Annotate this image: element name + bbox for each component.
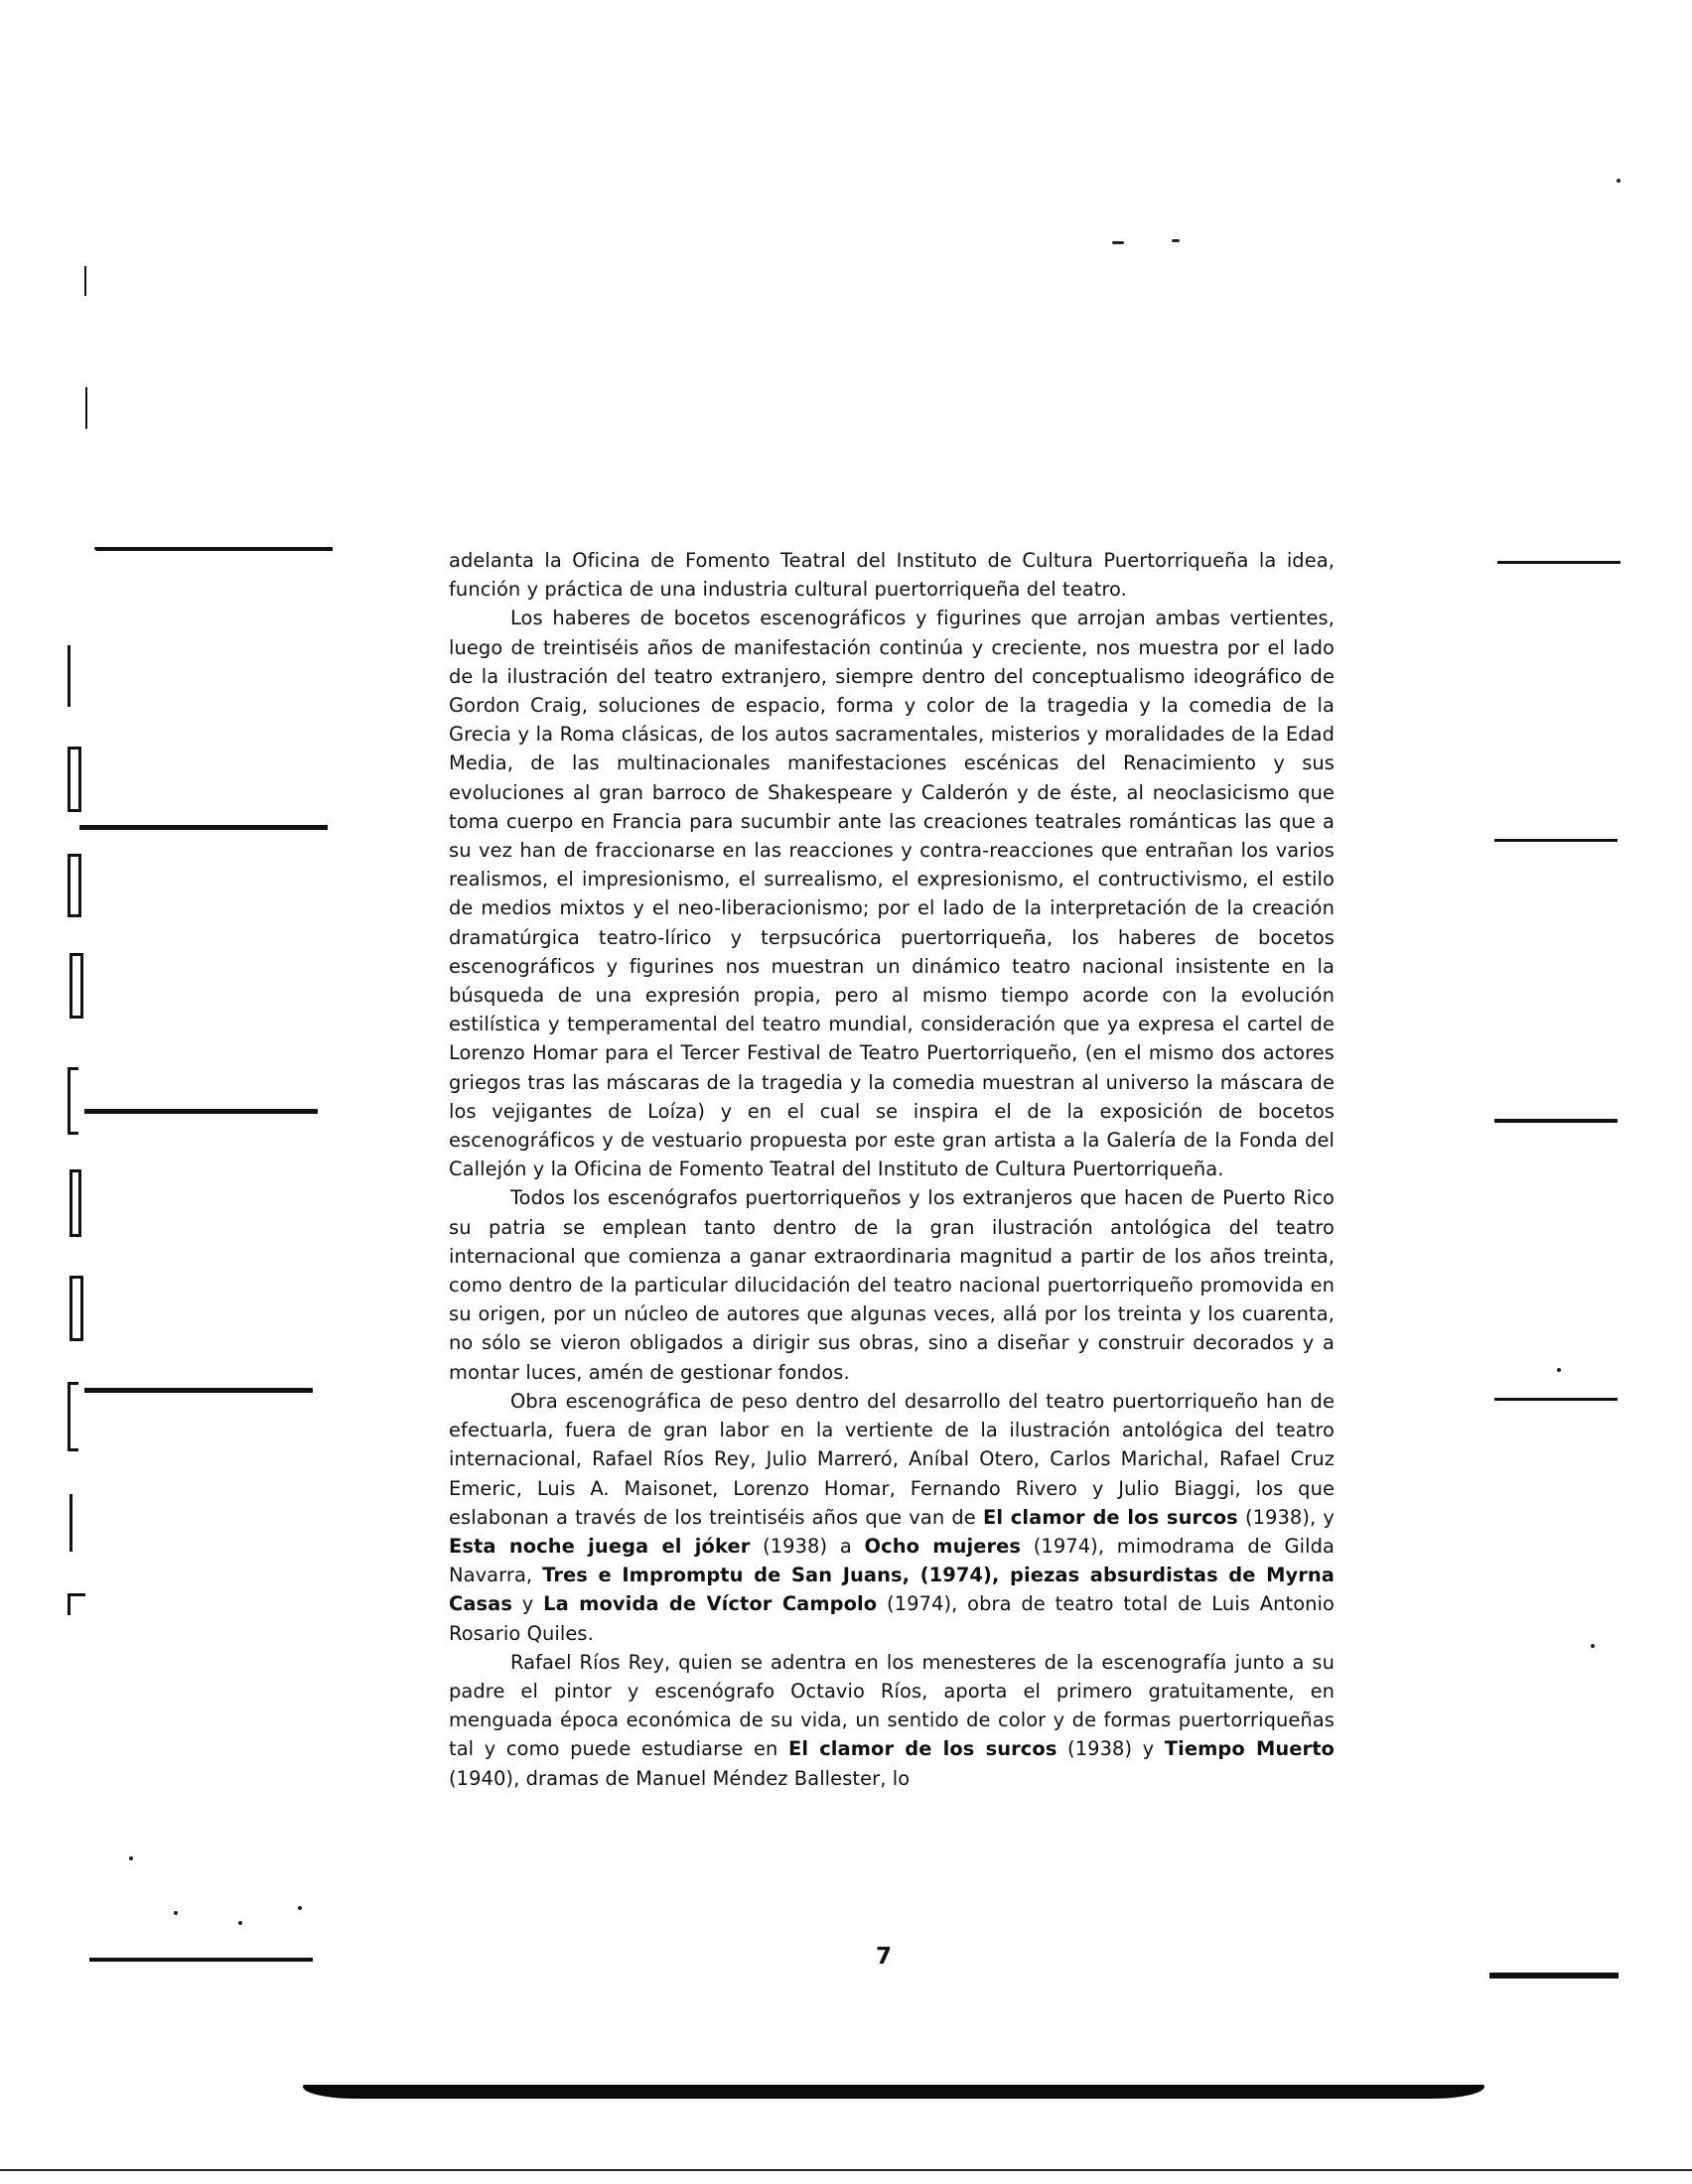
scan-artifact-tick (70, 1494, 72, 1552)
scan-artifact-bar (1497, 561, 1621, 564)
work-title: Esta noche juega el jóker (449, 1534, 751, 1558)
paragraph: adelanta la Oficina de Fomento Teatral del Instituto de Cultura Puertorriqueña la idea, función y práctica de una industria cultural puertorriqueña del teatro. (449, 549, 1335, 602)
paragraph (449, 1648, 1335, 1793)
paragraph (449, 1387, 1335, 1648)
scan-artifact-tick (85, 387, 87, 429)
scan-speck (1557, 1368, 1561, 1372)
scan-artifact-bar (1494, 1119, 1618, 1123)
paragraph-text: (1938) y (1057, 1737, 1165, 1761)
scan-artifact-tick (68, 1593, 85, 1596)
scan-artifact-bar (1494, 839, 1618, 842)
scan-artifact-edge-line (0, 2169, 1692, 2171)
scan-speck (1591, 1644, 1595, 1648)
scan-artifact-tick (84, 266, 86, 296)
work-title: Ocho mujeres (864, 1534, 1022, 1558)
scan-artifact-bracket (68, 747, 81, 812)
paragraph-text: Obra escenográfica de peso dentro del desarrollo del teatro puertorriqueño han de efectuarla, fuera de gran labor en la vertiente de la ilustración antológica del teatro internacional, Rafael Ríos Rey, Julio Marreró, Aníbal Otero, Carlos Marichal, Rafael Cruz Emeric, Luis A. Maisonet, Lorenzo Homar, Fernando Rivero y Julio Biaggi, los que eslabonan a través de los treintiséis años que van de (449, 1389, 1335, 1529)
work-title: Tres e Impromptu de San Juans, (1974), piezas absurdistas de Myrna Casas (449, 1564, 1335, 1616)
scan-speck (129, 1856, 133, 1860)
paragraph-text: y (511, 1592, 544, 1616)
scan-artifact-bracket (68, 1382, 78, 1451)
paragraph: Todos los escenógrafos puertorriqueños y los extranjeros que hacen de Puerto Rico su patria se emplean tanto dentro de la gran ilustración antológica del teatro internacional que comienza a ganar extraordinaria magnitud a partir de los años treinta, como dentro de la particular dilucidación del teatro nacional puertorriqueño promovida en su origen, por un núcleo de autores que algunas veces, allá por los treinta y los cuarenta, no sólo se vieron obligados a dirigir sus obras, sino a diseñar y construir decorados y a montar luces, amén de gestionar fondos. (449, 1186, 1335, 1384)
paragraph-text: (1974), mimodrama de Gilda Navarra, (449, 1534, 1335, 1587)
scan-artifact-bar (84, 1109, 318, 1114)
body-text (449, 546, 1335, 1793)
scan-artifact-bar (94, 547, 333, 551)
scan-speck (1172, 239, 1180, 242)
work-title: La movida de Víctor Campolo (543, 1592, 878, 1616)
paragraph-text: (1940), dramas de Manuel Méndez Ballester, lo (449, 1766, 911, 1790)
scan-artifact-smear (303, 2085, 1484, 2099)
paragraph: Los haberes de bocetos escenográficos y figurines que arrojan ambas vertientes, luego de treintiséis años de manifestación continúa y creciente, nos muestra por el lado de la ilustración del teatro extranjero, siempre dentro del conceptualismo ideográfico de Gordon Craig, soluciones de espacio, forma y color de la tragedia y la comedia de la Grecia y la Roma clásicas, de los autos sacramentales, misterios y moralidades de la Edad Media, de las multinacionales manifestaciones escénicas del Renacimiento y sus evoluciones al gran barroco de Shakespeare y Calderón y de éste, al neoclasicismo que toma cuerpo en Francia para sucumbir ante las creaciones teatrales románticas las que a su vez han de fraccionarse en las reacciones y contra-reacciones que entrañan los varios realismos, el impresionismo, el surrealismo, el expresionismo, el contructivismo, el estilo de medios mixtos y el neo-liberacionismo; por el lado de la interpretación de la creación dramatúrgica teatro-lírico y terpsucórica puertorriqueña, los haberes de bocetos escenográficos y figurines nos muestran un dinámico teatro nacional insistente en la búsqueda de una expresión propia, pero al mismo tiempo acorde con la evolución estilística y temperamental del teatro mundial, consideración que ya expresa el cartel de Lorenzo Homar para el Tercer Festival de Teatro Puertorriqueño, (en el mismo dos actores griegos tras las máscaras de la tragedia y la comedia muestran al universo la máscara de los vejigantes de Loíza) y en el cual se inspira el de la exposición de bocetos escenográficos y de vestuario propuesta por este gran artista a la Galería de la Fonda del Callejón y la Oficina de Fomento Teatral del Instituto de Cultura Puertorriqueña. (449, 607, 1335, 1181)
scan-speck (298, 1906, 302, 1910)
scan-artifact-bracket (70, 1169, 81, 1237)
work-title: Tiempo Muerto (1164, 1737, 1335, 1761)
scan-artifact-bar (89, 1958, 313, 1962)
scan-artifact-bracket (68, 645, 74, 707)
scan-artifact-bar (1489, 1973, 1619, 1979)
scan-artifact-bracket (70, 953, 83, 1019)
scan-artifact-bracket (70, 1276, 83, 1341)
scan-speck (238, 1921, 242, 1925)
scan-speck (1617, 179, 1621, 183)
scan-artifact-bar (84, 1388, 313, 1393)
paragraph-text: Rafael Ríos Rey, quien se adentra en los menesteres de la escenografía junto a su padre el pintor y escenógrafo Octavio Ríos, aporta el primero gratuitamente, en menguada época económica de su vida, un sentido de color y de formas puertorriqueñas tal y como puede estudiarse en (449, 1650, 1335, 1761)
work-title: El clamor de los surcos (982, 1505, 1238, 1529)
paragraph-text: (1938) a (750, 1534, 865, 1558)
scan-artifact-bracket (68, 1067, 78, 1135)
scan-artifact-bar (1494, 1398, 1618, 1401)
scan-artifact-bar (79, 825, 328, 830)
scan-speck (174, 1911, 178, 1915)
scan-artifact-tick (68, 1593, 70, 1615)
paragraph-text: (1974), obra de teatro total de Luis Antonio Rosario Quiles. (449, 1592, 1335, 1645)
work-title: El clamor de los surcos (787, 1737, 1058, 1761)
scan-speck (1112, 241, 1124, 244)
scan-artifact-bracket (68, 854, 81, 917)
page-number: 7 (875, 1944, 892, 1970)
paragraph-text: (1938), y (1237, 1505, 1336, 1529)
